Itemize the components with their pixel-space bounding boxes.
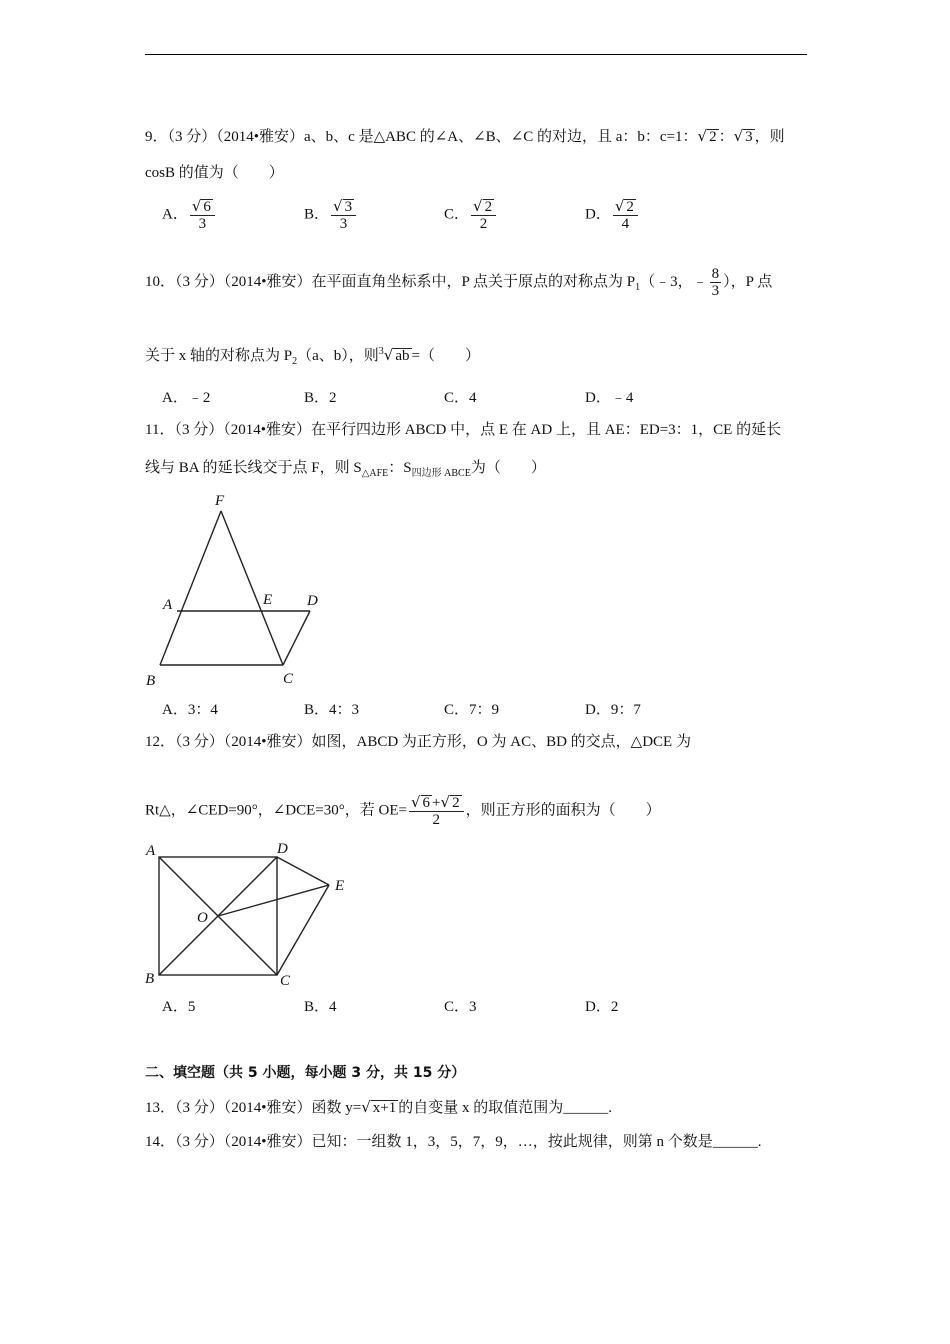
label-a: A: [146, 843, 156, 859]
q11-option-a[interactable]: A．3：4: [162, 702, 218, 718]
q11-figure-parallelogram: [140, 488, 330, 693]
label-e: E: [335, 878, 345, 894]
q10-option-d[interactable]: D．﹣4: [585, 390, 634, 406]
label-b: B: [145, 971, 155, 987]
q12-stem-line1: 12．（3 分）（2014•雅安）如图，ABCD 为正方形，O 为 AC、BD 的交点，△DCE 为: [145, 734, 691, 750]
label-e: E: [263, 592, 273, 608]
q11-option-d[interactable]: D．9：7: [585, 702, 641, 718]
segment-ec: [277, 885, 329, 975]
q10-option-c[interactable]: C．4: [444, 390, 477, 406]
q11-option-b[interactable]: B．4：3: [304, 702, 360, 718]
label-d: D: [307, 593, 318, 609]
q11-stem-line2: 线与 BA 的延长线交于点 F，则 $S_{\triangle AFE}$：$S_{四边形 ABCE}$为（ ）: [145, 460, 546, 479]
segment-fc: [221, 511, 283, 665]
q14-stem: 14．（3 分）（2014•雅安）已知：一组数 1，3，5，7，9，…，按此规律，则第 n 个数是______.: [145, 1134, 762, 1150]
header-rule: [145, 54, 807, 55]
q13-stem: 13．（3 分）（2014•雅安）函数 y=√ x+1 的自变量 x 的取值范围为______.: [145, 1098, 613, 1116]
q11-option-c[interactable]: C．7：9: [444, 702, 500, 718]
q9-option-a[interactable]: A． $\frac{√ 6}{3}$: [162, 198, 217, 232]
q11-stem-line1: 11．（3 分）（2014•雅安）在平行四边形 ABCD 中，点 E 在 AD 上，且 AE：ED=3：1，CE 的延长: [145, 422, 782, 438]
q9-option-d[interactable]: D． $\frac{√ 2}{4}$: [585, 198, 640, 232]
segment-dc: [283, 611, 310, 665]
q10-option-a[interactable]: A．﹣2: [162, 390, 211, 406]
q12-option-d[interactable]: D．2: [585, 999, 619, 1015]
label-a: A: [163, 597, 173, 613]
segment-oe: [218, 885, 329, 916]
label-c: C: [283, 671, 294, 687]
q10-stem-line1: 10．（3 分）（2014•雅安）在平面直角坐标系中，P 点关于原点的对称点为 $P_1(﹣3$，﹣ $\frac{8}{3}$ ），P 点: [145, 266, 773, 299]
section-2-title: 二、填空题（共 5 小题，每小题 3 分，共 15 分）: [145, 1065, 466, 1081]
q12-option-c[interactable]: C．3: [444, 999, 477, 1015]
q9-option-c[interactable]: C． $\frac{√ 2}{2}$: [444, 198, 498, 232]
segment-de: [277, 857, 329, 885]
label-b: B: [146, 673, 156, 689]
q12-option-a[interactable]: A．5: [162, 999, 196, 1015]
label-o: O: [197, 910, 208, 926]
q9-stem-line1: 9．（3 分）（2014•雅安）a、b、c 是△ABC 的∠A、∠B、∠C 的对边，且 a：b：c=1：√ 2 ：√ 3 ，则: [145, 127, 785, 145]
q10-option-b[interactable]: B．2: [304, 390, 337, 406]
label-f: F: [215, 493, 225, 509]
q9-stem-line2: cosB 的值为（ ）: [145, 165, 284, 181]
q12-figure-square: [140, 835, 360, 995]
segment-fb: [160, 511, 221, 665]
q10-stem-line2: 关于 x 轴的对称点为 $P_2(a$、b），则$^3$√ ab =（ ）: [145, 346, 480, 367]
label-c: C: [280, 973, 291, 989]
q12-stem-line2: Rt△，∠CED=90°，∠DCE=30°，若 OE= $\frac{√ 6 +√ 2}{2}$ ，则正方形的面积为（ ）: [145, 793, 661, 828]
q9-option-b[interactable]: B． $\frac{√ 3}{3}$: [304, 198, 358, 232]
q12-option-b[interactable]: B．4: [304, 999, 337, 1015]
label-d: D: [277, 841, 288, 857]
